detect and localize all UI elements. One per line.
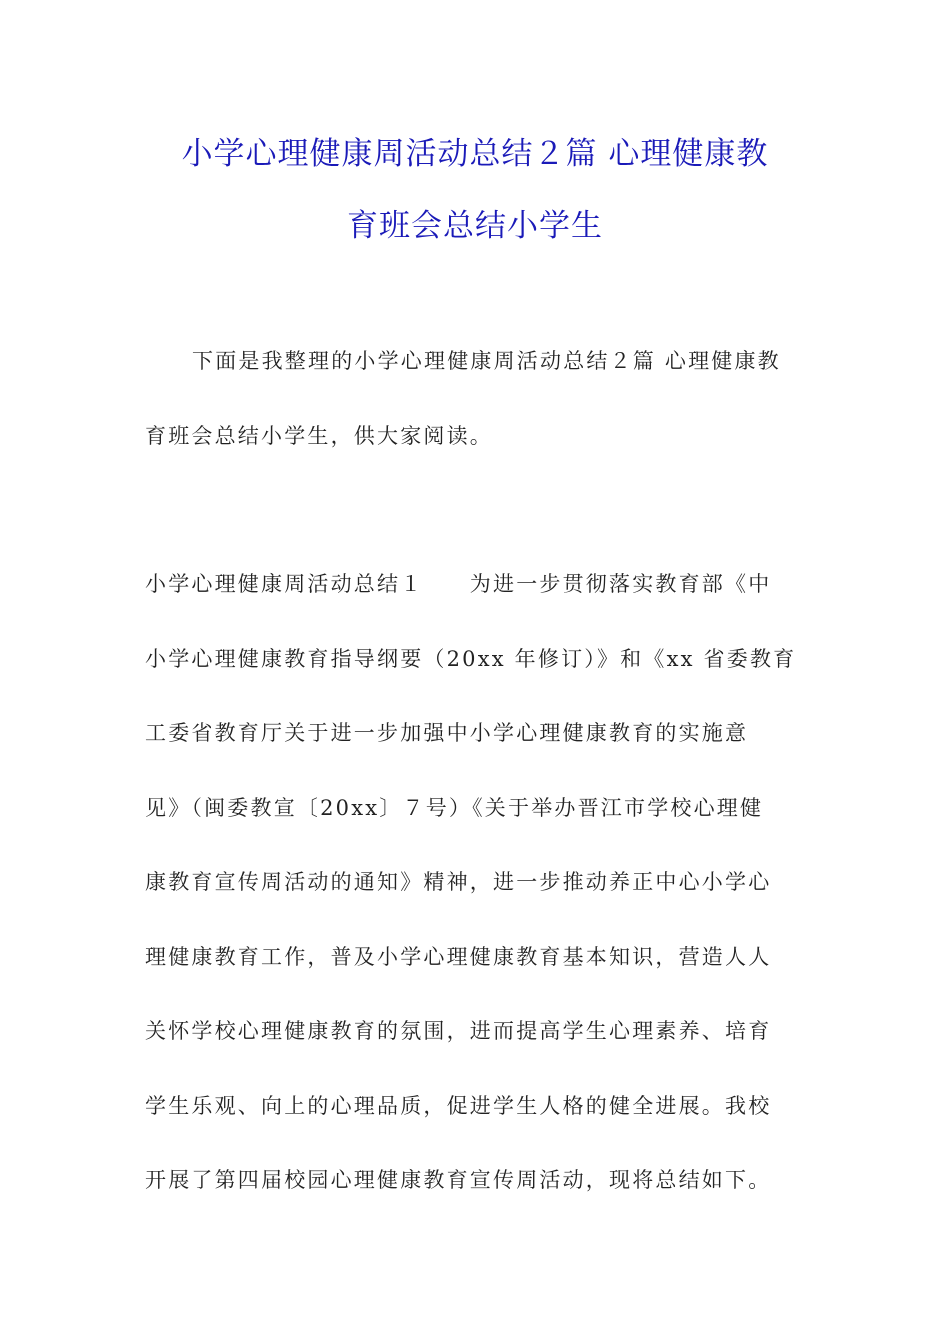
intro-line-1: 下面是我整理的小学心理健康周活动总结２篇 心理健康教	[192, 349, 781, 373]
body-line-9: 开展了第四届校园心理健康教育宣传周活动，现将总结如下。	[145, 1168, 772, 1192]
document-title-line-1: 小学心理健康周活动总结２篇 心理健康教	[181, 136, 769, 172]
body-line-2: 小学心理健康教育指导纲要（20xx 年修订）》和《xx 省委教育	[145, 647, 797, 671]
body-line-6: 理健康教育工作，普及小学心理健康教育基本知识，营造人人	[145, 945, 772, 969]
body-line-1: 小学心理健康周活动总结１ 为进一步贯彻落实教育部《中	[145, 572, 772, 596]
body-line-8: 学生乐观、向上的心理品质，促进学生人格的健全进展。我校	[145, 1094, 772, 1118]
document-title-line-2: 育班会总结小学生	[347, 208, 603, 244]
intro-line-2: 育班会总结小学生，供大家阅读。	[145, 424, 493, 448]
body-line-3: 工委省教育厅关于进一步加强中小学心理健康教育的实施意	[145, 721, 749, 745]
body-line-5: 康教育宣传周活动的通知》精神，进一步推动养正中心小学心	[145, 870, 772, 894]
body-line-7: 关怀学校心理健康教育的氛围，进而提高学生心理素养、培育	[145, 1019, 772, 1043]
body-line-4: 见》（闽委教宣〔20xx〕７号）《关于举办晋江市学校心理健	[145, 796, 764, 820]
